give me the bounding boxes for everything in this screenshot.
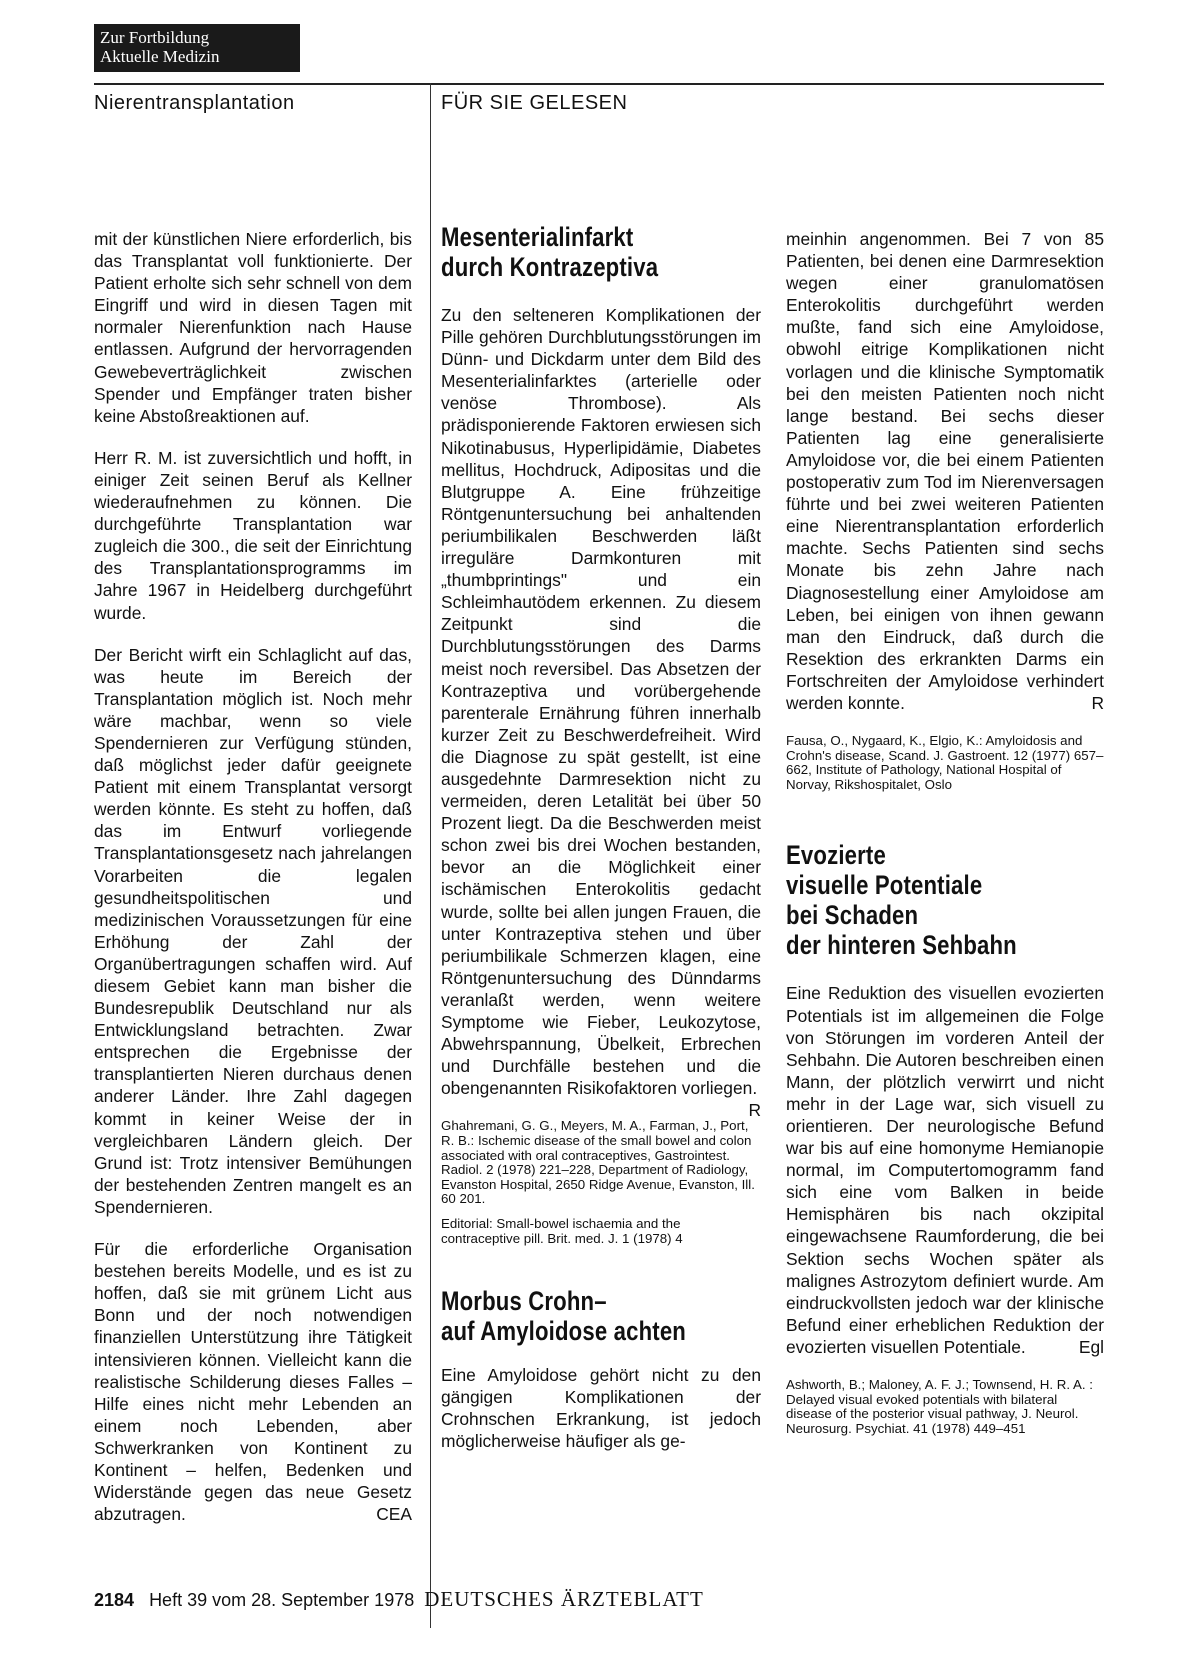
- title-line: visuelle Potentiale: [786, 870, 983, 901]
- header-rubric: FÜR SIE GELESEN: [441, 92, 628, 114]
- reference-fausa: Fausa, O., Nygaard, K., Elgio, K.: Amyloidosis and Crohn's disease, Scand. J. Gastroent. 12 (1977) 657–662, Institute of Pathology, National Hospital of Norvay, Rikshospitalet, Oslo: [786, 733, 1104, 792]
- author-signature: CEA: [376, 1504, 412, 1525]
- publication-name: DEUTSCHES ÄRZTEBLATT: [424, 1587, 704, 1611]
- author-signature: R: [748, 1100, 761, 1121]
- page-number: 2184: [94, 1590, 135, 1610]
- column-3: [786, 228, 1104, 1456]
- article-body-text: Eine Reduktion des visuellen evozierten Potentials ist im allgemeinen die Folge von Störungen im vorderen Anteil der Sehbahn. Die Autoren beschreiben einen Mann, der plötzlich verwirrt und nicht mehr in der Lage war, sich visuell zu orientieren. Der neurologische Befund war bis auf eine homonyme Hemianopie normal, im Computertomogramm fand sich eine vom Balken in beide Hemisphären bis nach okzipital eingewachsene Raumforderung, die bei Sektion sechs Wochen später als malignes Astrozytom definiert wurde. Am eindruckvollsten jedoch war der klinische Befund einer erheblichen Reduktion der evozierten visuellen Potentiale.: [786, 983, 1104, 1357]
- page-footer: [94, 1587, 704, 1612]
- col1-paragraph-4: [94, 1238, 412, 1525]
- article-body-morbus-crohn: Eine Amyloidose gehört nicht zu den gängigen Komplikationen der Crohnschen Erkrankung, ist jedoch möglicherweise häufiger als ge-: [441, 1365, 761, 1452]
- article-title-morbus-crohn: [441, 1286, 769, 1346]
- col1-paragraph-1: mit der künstlichen Niere erforderlich, bis das Transplantat voll funktionierte. Der Patient erholte sich sehr schnell von dem Eingriff und wird in diesen Tagen mit normaler Nierenfunktion nach Hause entlassen. Aufgrund der hervorragenden Gewebeverträglichkeit zwischen Spender und Empfänger traten bisher keine Abstoßreaktionen auf.: [94, 229, 412, 426]
- reference-editorial: Editorial: Small-bowel ischaemia and the contraceptive pill. Brit. med. J. 1 (1978) 4: [441, 1215, 683, 1246]
- title-line: durch Kontrazeptiva: [441, 252, 659, 282]
- author-signature: R: [1091, 692, 1104, 713]
- col1-paragraph-4-text: Für die erforderliche Organisation bestehen bereits Modelle, und es ist zu hoffen, daß sie mit grünem Licht aus Bonn und der noch notwendigen finanziellen Unterstützung ihre Tätigkeit intensivieren können. Vielleicht kann die realistische Schilderung dieses Falles – Hilfe eines nicht mehr Lebenden an einem noch Lebenden, aber Schwerkranken von Kontinent zu Kontinent – helfen, Bedenken und Widerstände gegen das neue Gesetz abzutragen.: [94, 1239, 412, 1525]
- issue-info: Heft 39 vom 28. September 1978: [149, 1590, 415, 1610]
- title-line: der hinteren Sehbahn: [786, 930, 1017, 961]
- article-body-text: Zu den selteneren Komplikationen der Pille gehören Durchblutungsstörungen im Dünn- und Dickdarm unter dem Bild des Mesenterialinfarktes (arterielle oder venöse Thrombose). Als prädisponierende Faktoren erwiesen sich Nikotinabusus, Hyperlipidämie, Diabetes mellitus, Hochdruck, Adipositas und die Blutgruppe A. Eine frühzeitige Röntgenuntersuchung bei anhaltenden periumbilikalen Beschwerden läßt irreguläre Darmkonturen mit „thumbprintings" und ein Schleimhautödem erkennen. Zu diesem Zeitpunkt sind die Durchblutungsstörungen des Darms meist noch reversibel. Das Absetzen der Kontrazeptiva und vorübergehende parenterale Ernährung führen innerhalb kurzer Zeit zu Beschwerdefreiheit. Wird die Diagnose zu spät gestellt, ist eine ausgedehnte Darmresektion nicht zu vermeiden, deren Letalität bei über 50 Prozent liegt. Da die Beschwerden meist schon zwei bis drei Wochen bestanden, bevor an die Möglichkeit einer ischämischen Enterokolitis gedacht wurde, sollte bei allen jungen Frauen, die unter Kontrazeptiva stehen und über periumbilikale Schmerzen klagen, eine Röntgenuntersuchung des Dünndarms veranlaßt werden, wenn weitere Symptome wie Fieber, Leukozytose, Abwehrspannung, Übelkeit, Erbrechen und Durchfälle bestehen und die obengenannten Risikofaktoren vorliegen.: [441, 305, 761, 1099]
- title-line: Morbus Crohn–: [441, 1286, 607, 1317]
- article-title-mesenterialinfarkt: [441, 222, 769, 282]
- reference-ashworth: Ashworth, B.; Maloney, A. F. J.; Townsend, H. R. A. : Delayed visual evoked potentials with bilateral disease of the posterior visual pathway, J. Neurol. Neurosurg. Psychiat. 41 (1978) 449–451: [786, 1377, 1093, 1436]
- article-body-evozierte-potentiale: [786, 982, 1104, 1358]
- author-signature: Egl: [1078, 1336, 1104, 1357]
- column-1: [94, 228, 412, 1525]
- header-topic: Nierentransplantation: [94, 92, 295, 114]
- section-label-line1: Zur Fortbildung: [100, 28, 210, 47]
- title-line: auf Amyloidose achten: [441, 1316, 686, 1347]
- article-body-crohn-continued: [786, 228, 1104, 714]
- col1-paragraph-3: Der Bericht wirft ein Schlaglicht auf das, was heute im Bereich der Transplantation möglich ist. Noch mehr wäre machbar, wenn so viele Spendernieren zur Verfügung stünden, daß möglichst jeder dafür geeignete Patient mit einem Transplantat versorgt werden könnte. Es steht zu hoffen, daß das im Entwurf vorliegende Transplantationsgesetz nach jahrelangen Vorarbeiten die legalen gesundheitspolitischen und medizinischen Voraussetzungen für eine Erhöhung der Zahl der Organübertragungen schaffen wird. Auf diesem Gebiet kann man bisher die Bundesrepublik Deutschland nur als Entwicklungsland betrachten. Zwar entsprechen die Ergebnisse der transplantierten Nieren durchaus denen anderer Länder. Ihre Zahl dagegen kommt in keiner Weise der in vergleichbaren Ländern gleich. Der Grund ist: Trotz intensiver Bemühungen der bestehenden Zentren mangelt es an Spendernieren.: [94, 644, 412, 1217]
- article-body-text: meinhin angenommen. Bei 7 von 85 Patienten, bei denen eine Darmresektion wegen einer granulomatösen Enterokolitis durchgeführt werden mußte, fand sich eine Amyloidose, obwohl eitrige Komplikationen nicht vorlagen und die klinische Symptomatik bei den meisten Patienten noch nicht lange bestand. Bei sechs dieser Patienten lag eine generalisierte Amyloidose vor, die bei einem Patienten postoperativ zum Tod im Nierenversagen führte und bei zwei weiteren Patienten eine Nierentransplantation erforderlich machte. Sechs Patienten sind sechs Monate bis zehn Jahre nach Diagnosestellung einer Amyloidose am Leben, bei einigen von ihnen gewann man den Eindruck, daß durch die Resektion des erkrankten Darms ein Fortschreiten der Amyloidose verhindert werden konnte.: [786, 229, 1104, 713]
- col1-paragraph-2: Herr R. M. ist zuversichtlich und hofft, in einiger Zeit seinen Beruf als Kellner wiederaufnehmen zu können. Die durchgeführte Transplantation war zugleich die 300., die seit der Einrichtung des Transplantationsprogramms im Jahre 1967 in Heidelberg durchgeführt wurde.: [94, 447, 412, 623]
- article-body-mesenterialinfarkt: [441, 304, 761, 1121]
- reference-ghahremani: Ghahremani, G. G., Meyers, M. A., Farman, J., Port, R. B.: Ischemic disease of the small bowel and colon associated with oral contraceptives, Gastrointest. Radiol. 2 (1978) 221–228, Department of Radiology, Evanston Hospital, 2650 Ridge Avenue, Evanston, Ill. 60 201.: [441, 1118, 755, 1207]
- title-line: Evozierte: [786, 840, 886, 871]
- section-label-line2: Aktuelle Medizin: [100, 47, 220, 66]
- column-2: [441, 222, 761, 1473]
- column-divider: [430, 83, 431, 1628]
- title-line: bei Schaden: [786, 900, 919, 931]
- article-title-evozierte-potentiale: [786, 840, 1114, 960]
- header-rule: [94, 83, 1104, 85]
- section-label: [94, 24, 300, 72]
- title-line: Mesenterialinfarkt: [441, 222, 634, 252]
